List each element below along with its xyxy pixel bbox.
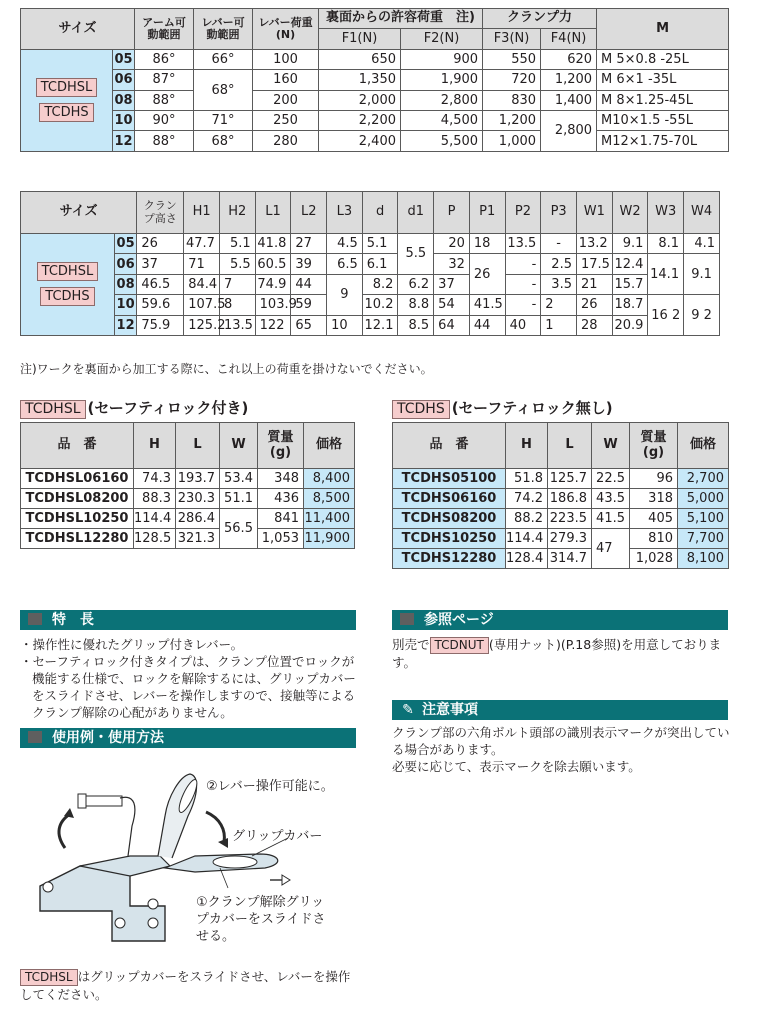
l3-cell: 9 — [327, 274, 363, 315]
label-grip-cover: グリップカバー — [232, 829, 323, 844]
section-usage-header — [20, 728, 356, 748]
header-price: 価格 — [304, 423, 355, 469]
table-row — [21, 131, 729, 151]
price-cell: 11,400 — [304, 509, 355, 529]
w1-cell: 21 — [576, 274, 612, 294]
header-part: 品 番 — [393, 423, 506, 469]
series-tag-tcdhsl: TCDHSL — [20, 969, 78, 986]
w4-cell: 9 2 — [684, 295, 720, 336]
size-cell: 06 — [114, 254, 136, 274]
m-cell: M 5×0.8 -25L — [597, 49, 729, 69]
header-p3: P3 — [541, 192, 577, 234]
w2-cell: 18.7 — [612, 295, 648, 315]
arm-cell: 88° — [135, 90, 194, 110]
table-row — [21, 254, 720, 274]
h1-cell: 47.7 — [184, 234, 220, 254]
f1-cell: 1,350 — [319, 70, 401, 90]
l3-cell: 10 — [327, 315, 363, 335]
l-cell: 193.7 — [176, 469, 220, 489]
part-cell: TCDHS12280 — [393, 549, 506, 569]
header-h2: H2 — [219, 192, 255, 234]
header-mass: 質量(g) — [258, 423, 304, 469]
section-title: 参照ページ — [424, 612, 494, 628]
h1-cell: 84.4 — [184, 274, 220, 294]
w1-cell: 28 — [576, 315, 612, 335]
header-part: 品 番 — [21, 423, 134, 469]
clamp-height-cell: 59.6 — [137, 295, 184, 315]
header-l: L — [548, 423, 592, 469]
w3-cell: 14.1 — [648, 254, 684, 295]
header-mass: 質量(g) — [630, 423, 678, 469]
section-title: 使用例・使用方法 — [52, 730, 164, 746]
section-features-header — [20, 610, 356, 630]
w-cell: 43.5 — [592, 489, 630, 509]
header-l3: L3 — [327, 192, 363, 234]
table-row — [21, 315, 720, 335]
table-row — [21, 90, 729, 110]
section-marker-icon — [28, 731, 42, 743]
header-w: W — [220, 423, 258, 469]
load-cell: 250 — [253, 110, 319, 130]
l2-cell: 27 — [291, 234, 327, 254]
header-h: H — [506, 423, 548, 469]
h1-cell: 125.2 — [184, 315, 220, 335]
table-row — [21, 509, 355, 529]
header-h1: H1 — [184, 192, 220, 234]
header-p2: P2 — [505, 192, 541, 234]
p3-cell: 2.5 — [541, 254, 577, 274]
p1-cell: 26 — [469, 254, 505, 295]
load-cell: 280 — [253, 131, 319, 151]
header-f2: F2(N) — [401, 29, 483, 49]
f4-cell: 2,800 — [541, 110, 597, 151]
size-cell: 10 — [114, 295, 136, 315]
f2-cell: 2,800 — [401, 90, 483, 110]
table-row — [21, 234, 720, 254]
p3-cell: - — [541, 234, 577, 254]
header-l1: L1 — [255, 192, 291, 234]
price-cell: 8,100 — [678, 549, 729, 569]
header-w2: W2 — [612, 192, 648, 234]
h-cell: 114.4 — [134, 509, 176, 529]
series-tag-tcdhs: TCDHS — [39, 103, 93, 122]
table-title-tcdhsl — [20, 397, 248, 419]
p2-cell: - — [505, 295, 541, 315]
clamp-height-cell: 26 — [137, 234, 184, 254]
w2-cell: 15.7 — [612, 274, 648, 294]
w4-cell: 4.1 — [684, 234, 720, 254]
size-cell: 12 — [113, 131, 135, 151]
reference-text — [392, 636, 732, 671]
table-row — [21, 295, 720, 315]
d-cell: 5.1 — [362, 234, 398, 254]
w4-cell: 9.1 — [684, 254, 720, 295]
d1-cell: 6.2 — [398, 274, 434, 294]
l-cell: 223.5 — [548, 509, 592, 529]
p2-cell: 13.5 — [505, 234, 541, 254]
section-title: 注意事項 — [422, 702, 478, 718]
spindle-head — [78, 794, 86, 808]
f3-cell: 830 — [483, 90, 541, 110]
bolt-hole — [148, 899, 158, 909]
rotate-arrow-right — [206, 812, 224, 842]
h-cell: 74.2 — [506, 489, 548, 509]
f1-cell: 2,400 — [319, 131, 401, 151]
caution-line: 必要に応じて、表示マークを除去願います。 — [392, 759, 641, 774]
table-row — [21, 529, 355, 549]
f1-cell: 2,200 — [319, 110, 401, 130]
price-cell: 5,100 — [678, 509, 729, 529]
series-label-cell — [21, 49, 113, 151]
series-tag-tcdhs: TCDHS — [392, 400, 450, 419]
lever-cell: 68° — [194, 70, 253, 111]
header-size: サイズ — [21, 9, 135, 50]
section-reference-header — [392, 610, 728, 630]
l2-cell: 65 — [291, 315, 327, 335]
mass-cell: 1,028 — [630, 549, 678, 569]
header-clamp-height: クランプ高さ — [137, 192, 184, 234]
w2-cell: 12.4 — [612, 254, 648, 274]
m-cell: M 6×1 -35L — [597, 70, 729, 90]
l1-cell: 41.8 — [255, 234, 291, 254]
clamp-height-cell: 37 — [137, 254, 184, 274]
f1-cell: 650 — [319, 49, 401, 69]
header-w3: W3 — [648, 192, 684, 234]
section-title: 特 長 — [52, 612, 94, 628]
label-lever-operable: ②レバー操作可能に。 — [206, 779, 334, 794]
d1-cell: 8.8 — [398, 295, 434, 315]
h2-cell: 5.1 — [219, 234, 255, 254]
table-row — [393, 549, 729, 569]
p-cell: 64 — [434, 315, 470, 335]
load-cell: 200 — [253, 90, 319, 110]
load-cell: 160 — [253, 70, 319, 90]
f2-cell: 900 — [401, 49, 483, 69]
price-cell: 7,700 — [678, 529, 729, 549]
reference-text-before: 別売で — [392, 637, 430, 652]
d-cell: 12.1 — [362, 315, 398, 335]
table-row — [393, 529, 729, 549]
l3-cell: 6.5 — [327, 254, 363, 274]
size-cell: 08 — [113, 90, 135, 110]
p-cell: 54 — [434, 295, 470, 315]
f4-cell: 620 — [541, 49, 597, 69]
caution-line: クランプ部の六角ボルト頭部の識別表示マークが突出している場合があります。 — [392, 725, 730, 757]
table-title-tcdhs — [392, 397, 613, 419]
h-cell: 88.3 — [134, 489, 176, 509]
spec-table-dimensions — [20, 191, 720, 336]
clamp-height-cell: 75.9 — [137, 315, 184, 335]
l-cell: 230.3 — [176, 489, 220, 509]
h1-cell: 107.5 — [184, 295, 220, 315]
table-row — [393, 469, 729, 489]
footnote: 注)ワークを裏面から加工する際に、これ以上の荷重を掛けないでください。 — [20, 362, 433, 376]
rotate-arrow-left — [59, 814, 70, 848]
h-cell: 51.8 — [506, 469, 548, 489]
mass-cell: 810 — [630, 529, 678, 549]
h-cell: 128.5 — [134, 529, 176, 549]
d-cell: 8.2 — [362, 274, 398, 294]
table-row — [21, 469, 355, 489]
part-cell: TCDHSL08200 — [21, 489, 134, 509]
header-d1: d1 — [398, 192, 434, 234]
l-cell: 314.7 — [548, 549, 592, 569]
table-row — [21, 70, 729, 90]
bolt-hole — [115, 918, 125, 928]
f4-cell: 1,400 — [541, 90, 597, 110]
p-cell: 37 — [434, 274, 470, 294]
size-cell: 06 — [113, 70, 135, 90]
header-p1: P1 — [469, 192, 505, 234]
header-size: サイズ — [21, 192, 137, 234]
part-cell: TCDHS08200 — [393, 509, 506, 529]
w1-cell: 13.2 — [576, 234, 612, 254]
bolt-hole — [43, 882, 53, 892]
part-cell: TCDHSL10250 — [21, 509, 134, 529]
f3-cell: 720 — [483, 70, 541, 90]
part-cell: TCDHS10250 — [393, 529, 506, 549]
leader-line — [220, 868, 228, 888]
arm-cell: 88° — [135, 131, 194, 151]
price-cell: 11,900 — [304, 529, 355, 549]
f3-cell: 1,200 — [483, 110, 541, 130]
l2-cell: 59 — [291, 295, 327, 315]
p1-cell: 44 — [469, 315, 505, 335]
header-f4: F4(N) — [541, 29, 597, 49]
l-cell: 186.8 — [548, 489, 592, 509]
table-row — [21, 49, 729, 69]
p-cell: 32 — [434, 254, 470, 274]
header-w1: W1 — [576, 192, 612, 234]
part-cell: TCDHS06160 — [393, 489, 506, 509]
w-cell: 22.5 — [592, 469, 630, 489]
section-marker-icon — [28, 613, 42, 625]
header-w4: W4 — [684, 192, 720, 234]
price-cell: 8,400 — [304, 469, 355, 489]
load-cell: 100 — [253, 49, 319, 69]
price-cell: 8,500 — [304, 489, 355, 509]
d-cell: 6.1 — [362, 254, 398, 274]
series-label-cell — [21, 234, 115, 336]
bolt-hole — [148, 918, 158, 928]
f2-cell: 4,500 — [401, 110, 483, 130]
p3-cell: 1 — [541, 315, 577, 335]
table-title-text: (セーフティロック無し) — [451, 399, 613, 417]
l3-cell: 4.5 — [327, 234, 363, 254]
arrow-head — [282, 875, 290, 885]
table-title-text: (セーフティロック付き) — [87, 399, 249, 417]
l2-cell: 39 — [291, 254, 327, 274]
w1-cell: 17.5 — [576, 254, 612, 274]
mass-cell: 1,053 — [258, 529, 304, 549]
p1-cell: 41.5 — [469, 295, 505, 315]
w-cell: 53.4 — [220, 469, 258, 489]
l1-cell: 122 — [255, 315, 291, 335]
arm-cell: 86° — [135, 49, 194, 69]
l1-cell: 103.9 — [255, 295, 291, 315]
p2-cell: 40 — [505, 315, 541, 335]
d1-cell: 8.5 — [398, 315, 434, 335]
header-lever-load: レバー荷重(N) — [253, 9, 319, 50]
h-cell: 114.4 — [506, 529, 548, 549]
l1-cell: 74.9 — [255, 274, 291, 294]
mass-cell: 841 — [258, 509, 304, 529]
l-cell: 321.3 — [176, 529, 220, 549]
w2-cell: 20.9 — [612, 315, 648, 335]
header-p: P — [434, 192, 470, 234]
f2-cell: 5,500 — [401, 131, 483, 151]
price-cell: 2,700 — [678, 469, 729, 489]
header-allowable-load: 裏面からの許容荷重 注) — [319, 9, 483, 29]
p-cell: 20 — [434, 234, 470, 254]
table-row — [21, 110, 729, 130]
mass-cell: 318 — [630, 489, 678, 509]
reference-text-after: (専用ナット)(P.18参照)を用意しております。 — [392, 637, 722, 670]
w-cell: 41.5 — [592, 509, 630, 529]
p2-cell: - — [505, 274, 541, 294]
lever-cell: 71° — [194, 110, 253, 130]
size-cell: 08 — [114, 274, 136, 294]
section-caution-header — [392, 700, 728, 720]
w3-cell: 16 2 — [648, 295, 684, 336]
spindle-bolt — [82, 796, 122, 806]
h2-cell: 13.5 — [219, 315, 255, 335]
d-cell: 10.2 — [362, 295, 398, 315]
l-cell: 279.3 — [548, 529, 592, 549]
lever-cell: 66° — [194, 49, 253, 69]
header-d: d — [362, 192, 398, 234]
product-table-tcdhs — [392, 422, 729, 569]
reference-tag-tcdnut[interactable]: TCDNUT — [430, 637, 489, 654]
header-price: 価格 — [678, 423, 729, 469]
spec-table-load — [20, 8, 729, 152]
f4-cell: 1,200 — [541, 70, 597, 90]
list-item: ・セーフティロック付きタイプは、クランプ位置でロックが機能する仕様で、ロックを解除するには、グリップカバーをスライドさせ、レバーを操作しますので、接触等によるクランプ解除の心配がありません。 — [20, 654, 356, 720]
header-f3: F3(N) — [483, 29, 541, 49]
header-m: M — [597, 9, 729, 50]
header-lever-range: レバー可動範囲 — [194, 9, 253, 50]
w3-cell: 8.1 — [648, 234, 684, 254]
h2-cell: 8 — [219, 295, 255, 315]
arm-cell: 87° — [135, 70, 194, 90]
series-tag-tcdhsl: TCDHSL — [37, 262, 99, 281]
f3-cell: 550 — [483, 49, 541, 69]
p3-cell: 3.5 — [541, 274, 577, 294]
grip-cover — [213, 856, 257, 868]
usage-illustration — [20, 756, 350, 966]
size-cell: 10 — [113, 110, 135, 130]
clamp-height-cell: 46.5 — [137, 274, 184, 294]
w2-cell: 9.1 — [612, 234, 648, 254]
header-f1: F1(N) — [319, 29, 401, 49]
table-row — [21, 274, 720, 294]
header-arm-range: アーム可動範囲 — [135, 9, 194, 50]
w-cell: 51.1 — [220, 489, 258, 509]
m-cell: M12×1.75-70L — [597, 131, 729, 151]
price-cell: 5,000 — [678, 489, 729, 509]
p2-cell: - — [505, 254, 541, 274]
h-cell: 128.4 — [506, 549, 548, 569]
series-tag-tcdhsl: TCDHSL — [20, 400, 86, 419]
part-cell: TCDHSL06160 — [21, 469, 134, 489]
header-l2: L2 — [291, 192, 327, 234]
w-cell: 47 — [592, 529, 630, 569]
h-cell: 88.2 — [506, 509, 548, 529]
product-table-tcdhsl — [20, 422, 355, 549]
mass-cell: 436 — [258, 489, 304, 509]
table-row — [393, 489, 729, 509]
lever-cell: 68° — [194, 131, 253, 151]
header-w: W — [592, 423, 630, 469]
label-clamp-release: ①クランプ解除グリップカバーをスライドさせる。 — [196, 895, 326, 944]
m-cell: M 8×1.25-45L — [597, 90, 729, 110]
mass-cell: 348 — [258, 469, 304, 489]
section-marker-icon — [400, 613, 414, 625]
table-row — [393, 509, 729, 529]
pencil-icon: ✎ — [402, 702, 414, 718]
series-tag-tcdhsl: TCDHSL — [36, 78, 98, 97]
header-h: H — [134, 423, 176, 469]
h-cell: 74.3 — [134, 469, 176, 489]
part-cell: TCDHS05100 — [393, 469, 506, 489]
l-cell: 286.4 — [176, 509, 220, 529]
mass-cell: 405 — [630, 509, 678, 529]
series-tag-tcdhs: TCDHS — [40, 287, 94, 306]
mass-cell: 96 — [630, 469, 678, 489]
usage-footer-text: はグリップカバーをスライドさせ、レバーを操作してください。 — [20, 969, 351, 1002]
f2-cell: 1,900 — [401, 70, 483, 90]
h2-cell: 7 — [219, 274, 255, 294]
l-cell: 125.7 — [548, 469, 592, 489]
list-item: ・操作性に優れたグリップ付きレバー。 — [20, 637, 244, 652]
arm-cell: 90° — [135, 110, 194, 130]
w-cell: 56.5 — [220, 509, 258, 549]
m-cell: M10×1.5 -55L — [597, 110, 729, 130]
w1-cell: 26 — [576, 295, 612, 315]
d1-cell: 5.5 — [398, 234, 434, 275]
features-list — [20, 636, 360, 721]
usage-footer — [20, 968, 360, 1003]
f3-cell: 1,000 — [483, 131, 541, 151]
h2-cell: 5.5 — [219, 254, 255, 274]
header-clamp-force: クランプ力 — [483, 9, 597, 29]
clamp-body-shape — [40, 866, 165, 941]
size-cell: 12 — [114, 315, 136, 335]
l2-cell: 44 — [291, 274, 327, 294]
h1-cell: 71 — [184, 254, 220, 274]
part-cell: TCDHSL12280 — [21, 529, 134, 549]
table-row — [21, 489, 355, 509]
p3-cell: 2 — [541, 295, 577, 315]
l1-cell: 60.5 — [255, 254, 291, 274]
size-cell: 05 — [114, 234, 136, 254]
caution-text — [392, 724, 732, 775]
size-cell: 05 — [113, 49, 135, 69]
p1-cell: 18 — [469, 234, 505, 254]
header-l: L — [176, 423, 220, 469]
f1-cell: 2,000 — [319, 90, 401, 110]
